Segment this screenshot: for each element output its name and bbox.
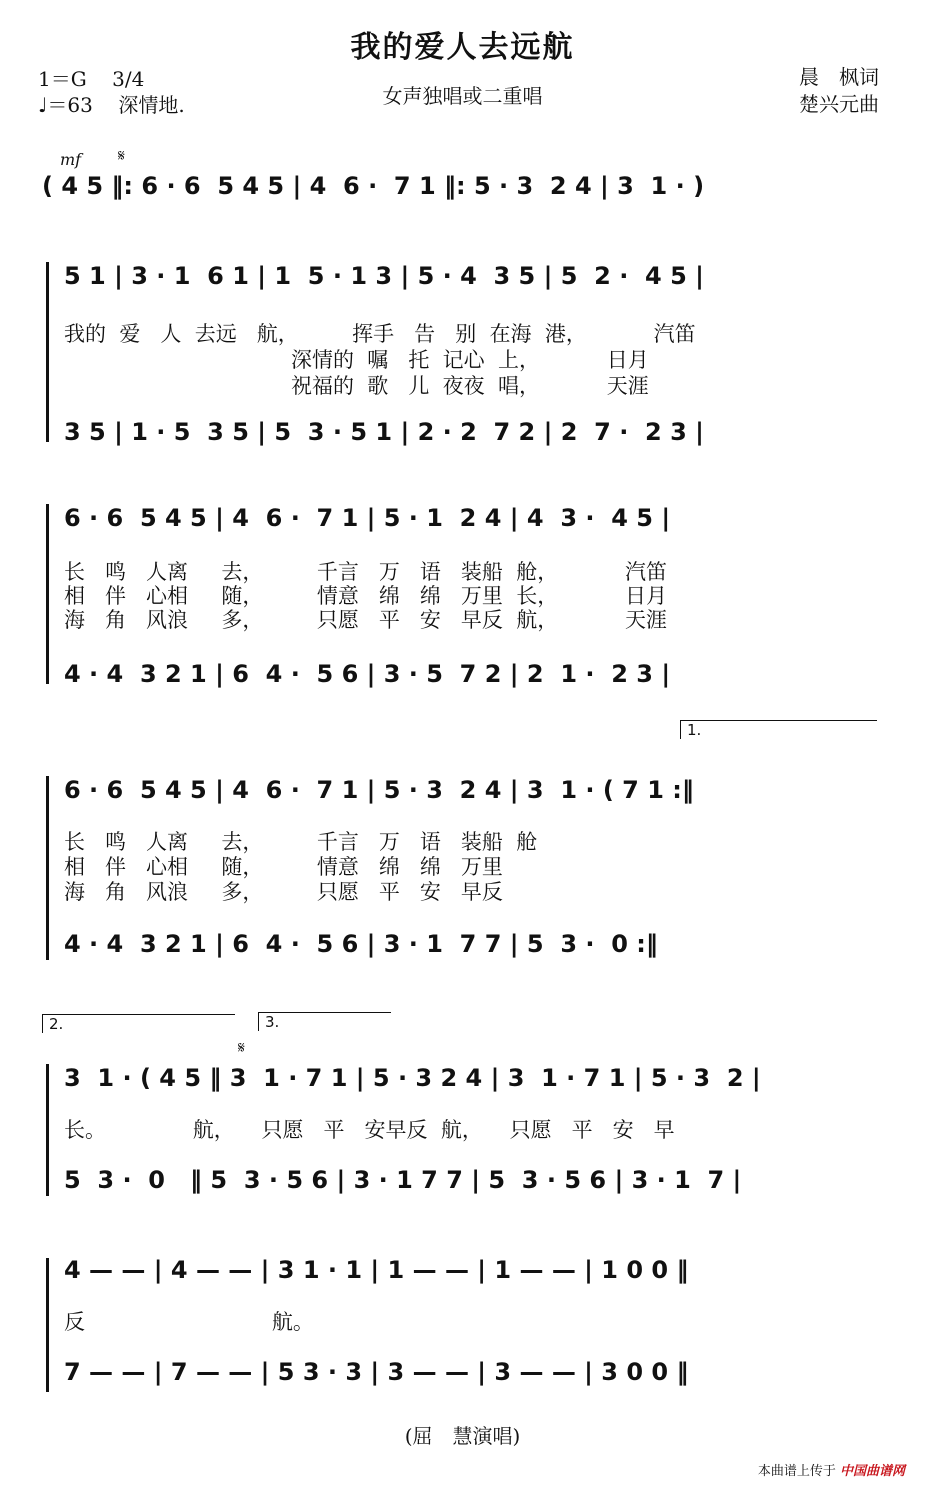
song-title: 我的爱人去远航	[350, 30, 575, 65]
intro-notes: ( 4 5 ‖: 6 · 6 5 4 5 | 4 6 · 7 1 ‖: 5 · 3 2 4 | 3 1 · )	[42, 172, 705, 200]
system-1-lyric-1: 我的 爱 人 去远 航， 挥手 告 别 在海 港， 汽笛	[64, 322, 696, 346]
performer-note: (屈 慧演唱)	[404, 1424, 521, 1448]
lyricist: 晨 枫词	[799, 65, 879, 89]
system-3-lyric-1: 长 鸣 人离 去， 千言 万 语 装船 舱	[64, 830, 538, 854]
system-5-melody: 4 — — | 4 — — | 3 1 · 1 | 1 — — | 1 — — | 1 0 0 ‖	[64, 1256, 689, 1284]
system-1-harmony: 3 5 | 1 · 5 3 5 | 5 3 · 5 1 | 2 · 2 7 2 | 2 7 · 2 3 |	[64, 418, 704, 446]
upload-note: 本曲谱上传于	[757, 1464, 836, 1479]
expression-label: 深情地.	[118, 93, 185, 117]
composer: 楚兴元曲	[799, 92, 879, 116]
system-2-lyric-1: 长 鸣 人离 去， 千言 万 语 装船 舱， 汽笛	[64, 560, 668, 584]
watermark	[758, 1460, 905, 1479]
segno-mark-2: 𝄋	[238, 1038, 245, 1057]
system-1-lyric-3: 祝福的 歌 儿 夜夜 唱， 天涯	[64, 374, 649, 398]
system-4-harmony: 5 3 · 0 ‖ 5 3 · 5 6 | 3 · 1 7 7 | 5 3 · 5 6 | 3 · 1 7 |	[64, 1166, 742, 1194]
segno-mark: 𝄋	[118, 146, 125, 165]
system-3-lyric-3: 海 角 风浪 多， 只愿 平 安 早反	[64, 880, 503, 904]
system-1-lyric-2: 深情的 嘱 托 记心 上， 日月	[64, 348, 649, 372]
dynamic-mark: mf	[60, 150, 82, 169]
credits	[799, 64, 879, 118]
system-5-lyric-1: 反 航。	[64, 1310, 314, 1334]
system-1-melody: 5 1 | 3 · 1 6 1 | 1 5 · 1 3 | 5 · 4 3 5 | 5 2 · 4 5 |	[64, 262, 704, 290]
system-2-lyric-2: 相 伴 心相 随， 情意 绵 绵 万里 长， 日月	[64, 584, 668, 608]
volta-1: 1.	[680, 720, 877, 739]
meter-label: 3/4	[112, 67, 145, 91]
system-4-lyric-1: 长。 航， 只愿 平 安早反 航， 只愿 平 安 早	[64, 1118, 675, 1142]
site-logo: 中国曲谱网	[839, 1464, 905, 1479]
system-3-harmony: 4 · 4 3 2 1 | 6 4 · 5 6 | 3 · 1 7 7 | 5 3 · 0 :‖	[64, 930, 658, 958]
volta-2: 2.	[42, 1014, 235, 1033]
volta-3: 3.	[258, 1012, 391, 1031]
system-2-lyric-3: 海 角 风浪 多， 只愿 平 安 早反 航， 天涯	[64, 608, 668, 632]
system-5-harmony: 7 — — | 7 — — | 5 3 · 3 | 3 — — | 3 — — | 3 0 0 ‖	[64, 1358, 689, 1386]
subtitle: 女声独唱或二重唱	[382, 84, 543, 108]
tempo-label: ♩＝63	[38, 93, 93, 117]
system-4-melody: 3 1 · ( 4 5 ‖ 3 1 · 7 1 | 5 · 3 2 4 | 3 1 · 7 1 | 5 · 3 2 |	[64, 1064, 761, 1092]
system-2-harmony: 4 · 4 3 2 1 | 6 4 · 5 6 | 3 · 5 7 2 | 2 1 · 2 3 |	[64, 660, 671, 688]
system-3-lyric-2: 相 伴 心相 随， 情意 绵 绵 万里	[64, 855, 503, 879]
system-3-melody: 6 · 6 5 4 5 | 4 6 · 7 1 | 5 · 3 2 4 | 3 1 · ( 7 1 :‖	[64, 776, 694, 804]
system-2-melody: 6 · 6 5 4 5 | 4 6 · 7 1 | 5 · 1 2 4 | 4 3 · 4 5 |	[64, 504, 671, 532]
key-label: 1＝G	[38, 67, 87, 91]
